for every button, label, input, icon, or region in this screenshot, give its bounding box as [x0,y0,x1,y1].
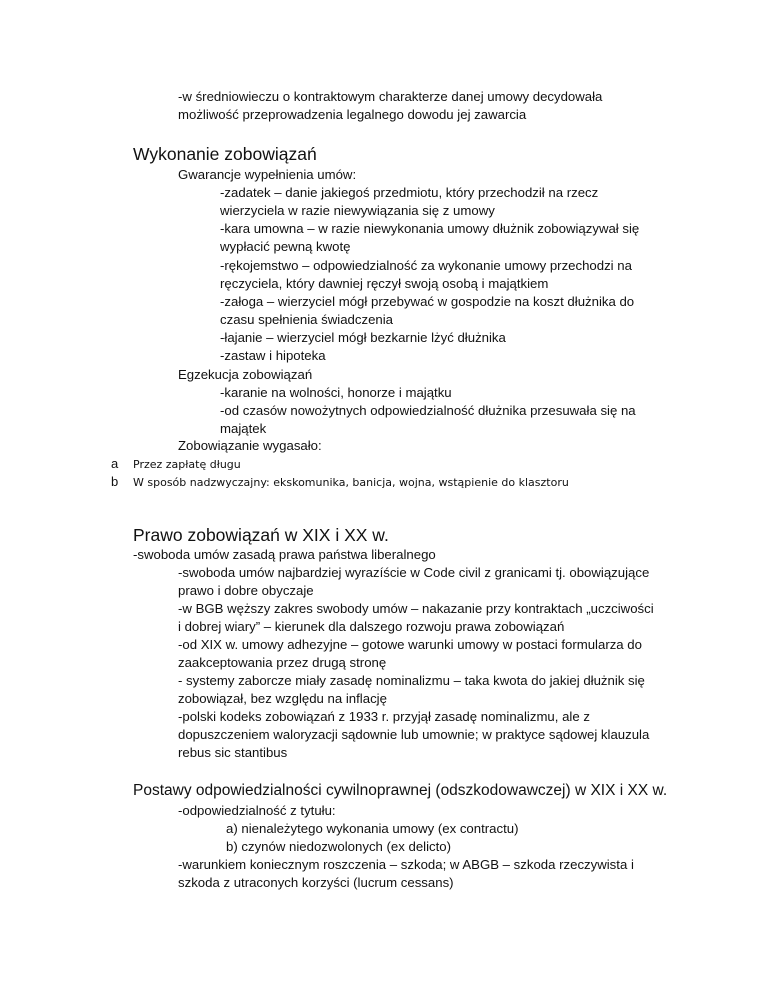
guarantees-label: Gwarancje wypełnienia umów: [178,167,357,182]
guarantee-lajanie: -łajanie – wierzyciel mógł bezkarnie lżyć dłużnika [220,330,506,345]
list-marker-b: b [111,474,119,489]
guarantee-zastaw: -zastaw i hipoteka [220,348,326,363]
execution-item-2: -od czasów nowożytnych odpowiedzialność dłużnika przesuwała się na [220,403,636,418]
prawo-line-2-cont: prawo i dobre obyczaje [178,583,314,598]
intro-line-1: -w średniowieczu o kontraktowym charakterze danej umowy decydowała [178,89,603,104]
section-heading-wykonanie: Wykonanie zobowiązań [133,144,317,164]
guarantee-kara-umowna-cont: wypłacić pewną kwotę [220,239,351,254]
guarantee-zadatek-cont: wierzyciela w razie niewywiązania się z umowy [220,203,495,218]
prawo-line-2: -swoboda umów najbardziej wyrazíście w Code civil z granicami tj. obowiązujące [178,565,650,580]
guarantee-zadatek: -zadatek – danie jakiegoś przedmiotu, który przechodził na rzecz [220,185,599,200]
execution-label: Egzekucja zobowiązań [178,367,313,382]
prawo-line-5-cont: zobowiązał, bez względu na inflację [178,691,387,706]
prawo-line-3-cont: i dobrej wiary” – kierunek dla dalszego rozwoju prawa zobowiązań [178,619,565,634]
prawo-line-6: -polski kodeks zobowiązań z 1933 r. przyjął zasadę nominalizmu, ale z [178,709,590,724]
prawo-line-3: -w BGB węższy zakres swobody umów – nakazanie przy kontraktach „uczciwości [178,601,654,616]
postawy-line-4-cont: szkoda z utraconych korzyści (lucrum cessans) [178,875,454,890]
postawy-item-b: b) czynów niedozwolonych (ex delicto) [226,839,452,854]
prawo-line-4-cont: zaakceptowania przez drugą stronę [178,655,387,670]
guarantee-kara-umowna: -kara umowna – w razie niewykonania umowy dłużnik zobowiązywał się [220,221,640,236]
guarantee-zaloga-cont: czasu spełnienia świadczenia [220,312,394,327]
guarantee-zaloga: -załoga – wierzyciel mógł przebywać w gospodzie na koszt dłużnika do [220,294,635,309]
postawy-line-1: -odpowiedzialność z tytułu: [178,803,336,818]
intro-line-2: możliwość przeprowadzenia legalnego dowodu jej zawarcia [178,107,527,122]
execution-item-1: -karanie na wolności, honorze i majątku [220,385,452,400]
prawo-line-5: - systemy zaborcze miały zasadę nominalizmu – taka kwota do jakiej dłużnik się [178,673,645,688]
postawy-line-4: -warunkiem koniecznym roszczenia – szkoda; w ABGB – szkoda rzeczywista i [178,857,634,872]
list-item-b: W sposób nadzwyczajny: ekskomunika, banicja, wojna, wstąpienie do klasztoru [133,476,569,489]
prawo-line-4: -od XIX w. umowy adhezyjne – gotowe warunki umowy w postaci formularza do [178,637,642,652]
section-heading-postawy: Postawy odpowiedzialności cywilnoprawnej (odszkodowawczej) w XIX i XX w. [133,782,668,799]
section-heading-prawo: Prawo zobowiązań w XIX i XX w. [133,525,389,545]
list-item-a: Przez zapłatę długu [133,458,241,471]
prawo-line-1: -swoboda umów zasadą prawa państwa liberalnego [133,547,436,562]
prawo-line-6-end: rebus sic stantibus [178,745,288,760]
guarantee-rekojemstwo: -rękojemstwo – odpowiedzialność za wykonanie umowy przechodzi na [220,258,632,273]
postawy-item-a: a) nienależytego wykonania umowy (ex contractu) [226,821,519,836]
expired-label: Zobowiązanie wygasało: [178,438,322,453]
prawo-line-6-cont: dopuszczeniem waloryzacji sądownie lub umownie; w praktyce sądowej klauzula [178,727,650,742]
execution-item-2-cont: majątek [220,421,267,436]
guarantee-rekojemstwo-cont: ręczyciela, który dawniej ręczył swoją osobą i majątkiem [220,276,549,291]
list-marker-a: a [111,456,119,471]
